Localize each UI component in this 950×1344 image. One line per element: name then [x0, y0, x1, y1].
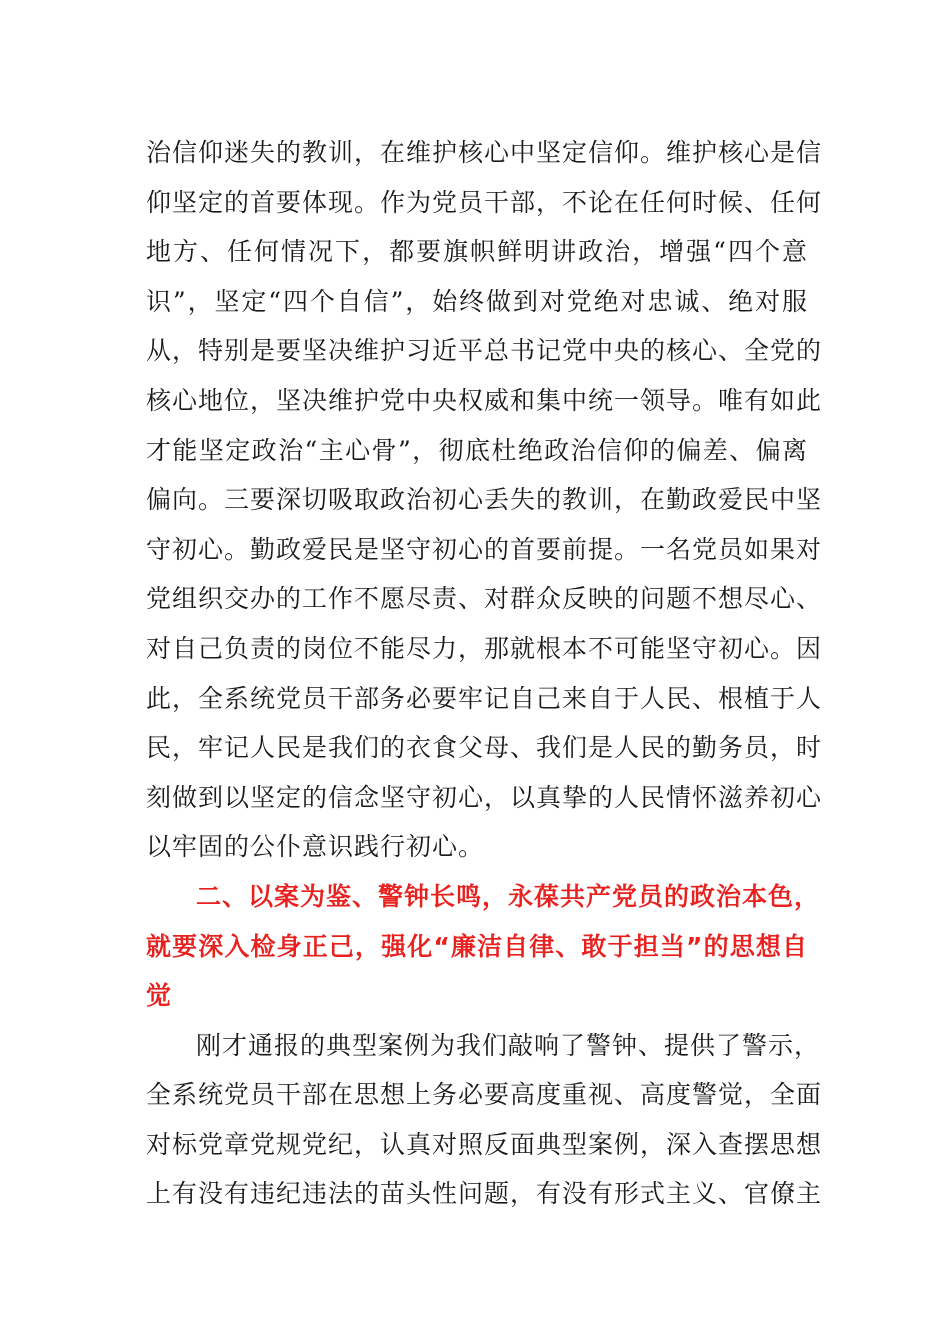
paragraph-political-faith: [146, 128, 823, 872]
heading-line: 觉: [146, 981, 173, 1011]
text-line: 治信仰迷失的教训，在维护核心中坚定信仰。维护核心是信: [146, 138, 823, 167]
text-line: 上有没有违纪违法的苗头性问题，有没有形式主义、官僚主: [146, 1179, 823, 1209]
section-heading-2: [146, 872, 821, 1021]
heading-line: 就要深入检身正己，强化“廉洁自律、敢于担当”的思想自: [146, 931, 808, 961]
text-line: 此，全系统党员干部务必要牢记自己来自于人民、根植于人: [146, 683, 823, 713]
text-line: 以牢固的公仆意识践行初心。: [146, 832, 485, 862]
text-line: 才能坚定政治“主心骨”，彻底杜绝政治信仰的偏差、偏离: [146, 435, 808, 465]
text-line: 偏向。三要深切吸取政治初心丢失的教训，在勤政爱民中坚: [146, 485, 823, 515]
document-body: [146, 128, 823, 1219]
text-line: 守初心。勤政爱民是坚守初心的首要前提。一名党员如果对: [146, 534, 823, 564]
text-line: 刻做到以坚定的信念坚守初心，以真挚的人民情怀滋养初心: [146, 782, 823, 812]
text-line: 刚才通报的典型案例为我们敲响了警钟、提供了警示，: [196, 1030, 821, 1060]
text-line: 对自己负责的岗位不能尽力，那就根本不可能坚守初心。因: [146, 633, 823, 663]
paragraph-case-warning: [146, 1021, 823, 1219]
text-line: 从，特别是要坚决维护习近平总书记党中央的核心、全党的: [146, 336, 823, 366]
text-line: 民，牢记人民是我们的衣食父母、我们是人民的勤务员，时: [146, 733, 823, 763]
text-line: 党组织交办的工作不愿尽责、对群众反映的问题不想尽心、: [146, 584, 823, 614]
text-line: 仰坚定的首要体现。作为党员干部，不论在任何时候、任何: [146, 187, 823, 217]
text-line: 核心地位，坚决维护党中央权威和集中统一领导。唯有如此: [146, 385, 823, 415]
heading-line: 二、以案为鉴、警钟长鸣，永葆共产党员的政治本色，: [196, 881, 821, 911]
text-line: 全系统党员干部在思想上务必要高度重视、高度警觉，全面: [146, 1080, 823, 1110]
text-line: 识”，坚定“四个自信”，始终做到对党绝对忠诚、绝对服: [146, 286, 808, 316]
text-line: 地方、任何情况下，都要旗帜鲜明讲政治，增强“四个意: [146, 237, 808, 267]
text-line: 对标党章党规党纪，认真对照反面典型案例，深入查摆思想: [146, 1129, 823, 1159]
